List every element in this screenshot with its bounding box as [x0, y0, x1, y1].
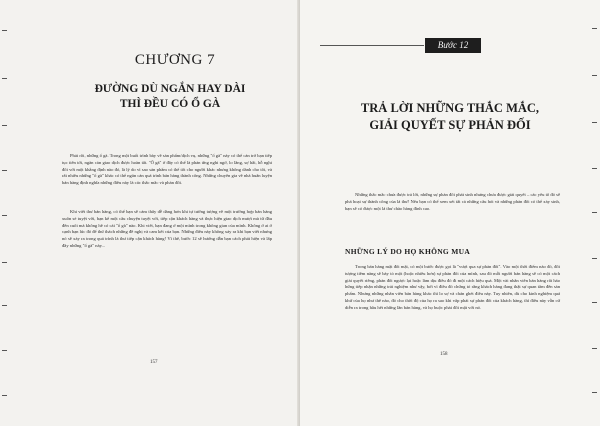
left-paragraph-2: Khi viết thư bán hàng, có thể bạn sẽ cảm thấy dễ dàng hơn khi tự tưởng tượng về một trường hợp bán hàng xuôn sẻ tuyệt vời, bạn kể một câu chuyện tuyệt vời, tiếp cận khách hàng và thực hiện giao dịch mượt mà từ đầu đến cuối mà không hề có cái "ổ gà" nào. Khi viết, bạn đang ở một mình trong không gian của mình. Không ở ai ở cạnh bạn lúc đó để thử thách những đề nghị và cam kết của bạn. Những điều này không xảy ra khi bạn viết nhưng nó sẽ xảy ra trong quá trình là thư tiếp cận khách hàng! Vì thế, bước 12 sẽ hướng dẫn bạn cách phát hiện và lấp đầy những "ổ gà" này... [62, 209, 272, 248]
chapter-title: CHƯƠNG 7 [134, 52, 216, 68]
step-heading [330, 100, 570, 134]
right-page-number: 158 [440, 352, 448, 357]
chapter-heading-line1: ĐƯỜNG DÙ NGẮN HAY DÀI [94, 83, 246, 95]
section-subheading: NHỮNG LÝ DO HỌ KHÔNG MUA [345, 247, 471, 256]
right-paragraph-2: Trong bán hàng mặt đối mặt, có một bước được gọi là "vượt qua sự phản đối". Vào một thời điểm nào đó, đối tượng tiềm năng sẽ bày tỏ một (hoặc nhiều hơn) sự phản đối của mình, sau đó mỗi người bán hàng sẽ có một cách giải quyết riêng, phản đối ngược lại hoặc làm dịu điều đó đi một cách hiệu quả. Một vài nhân viên bán hàng rất háo hứng tiếp nhận những trải nghiệm như vậy, bởi vì điều đó chứng tỏ rằng khách hàng đang thật sự quan tâm đến sản phẩm. Nhưng những nhân viên bán hàng khác thì lo sợ và chán ghét điều này. Tuy nhiên, dù cho kinh nghiệm quá khứ của họ như thế nào, đó cho thời độ của họ ra sao khi vấp phải sự phản đối của khách hàng, thì điều này vẫn cứ diễn ra trong hầu hết những lần bán hàng, và họ buộc phải đối mặt với nó. [345, 264, 560, 310]
left-paragraph-1: Phải rồi, những ổ gà. Trong một buổi trình bày về sản phẩm/dịch vụ, những "ổ gà" này có thể cản trở bạn tiếp tục tiến tới, ngăn cản giao dịch được hoàn tất. "Ổ gà" ở đây có thể là phản ứng nghi ngờ, lo lắng, sợ hãi, hỗ nghi đối với một khẳng định nào đó, là lý do vì sao sản phẩm có thể tốt cho người khác nhưng không dành cho tôi, và rất nhiều những "ổ gà" khác có thể ngăn cản quá trình bán hàng thành công. Những chuyên gia về nhà huấn luyện bán hàng định nghĩa những điều này là các thắc mắc và phản đối. [62, 153, 272, 186]
chapter-heading [70, 82, 270, 112]
chapter-heading-line2: THÌ ĐỀU CÓ Ổ GÀ [119, 98, 221, 110]
right-paragraph-1: Những thắc mắc chưa được trả lời, những sự phản đối phát sinh nhưng chưa được giải quyết – các yếu tố đó sẽ phá hoại sự thành công của lá thư! Nếu bạn có thể xem xét tất cả những câu hỏi và những phản đối có thể xảy sinh, bạn sẽ có được một lá thư chào hàng đỉnh cao. [345, 192, 560, 211]
step-heading-line2: GIẢI QUYẾT SỰ PHẢN ĐỐI [369, 118, 531, 132]
crop-marks-left [2, 0, 8, 426]
step-heading-line1: TRẢ LỜI NHỮNG THẮC MẮC, [360, 101, 540, 115]
badge-rule [320, 45, 424, 46]
right-page [300, 0, 600, 426]
step-badge: Bước 12 [425, 38, 481, 53]
left-page-number: 157 [150, 360, 158, 365]
crop-marks-right [592, 0, 598, 426]
